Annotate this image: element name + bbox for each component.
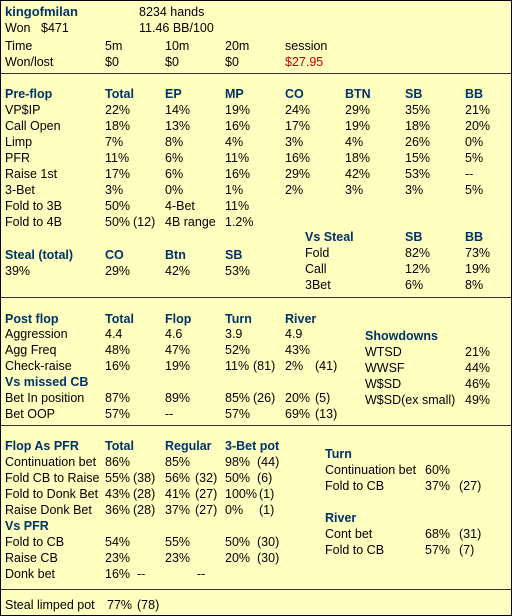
turn-fold-cb-label: Fold to CB [325,479,385,493]
cell-sample: (6) [257,471,273,485]
cell: 42% [345,167,371,181]
vs-steal-col-sb: SB [405,230,423,244]
checkraise-total: 16% [105,359,131,373]
cell: 0% [465,135,484,149]
cell: 21% [465,103,491,117]
period-10m: 10m [165,39,190,53]
preflop-col-co: CO [285,87,304,101]
bet-oop-turn: 57% [225,407,251,421]
fold-3b-label: Fold to 3B [5,199,62,213]
row-label: Continuation bet [5,455,97,469]
cell: 98% [225,455,251,469]
divider-header [1,73,511,74]
turn-cbet-label: Continuation bet [325,463,417,477]
cell-sample: (28) [133,503,156,517]
steal-co: 29% [105,264,131,278]
cell: 85% [165,455,191,469]
cell-sample: (32) [195,471,218,485]
bet-oop-label: Bet OOP [5,407,56,421]
cell: 3% [105,183,124,197]
aggfreq-total: 48% [105,343,131,357]
steal-btn: 42% [165,264,191,278]
hands-count: 8234 hands [139,5,205,19]
steal-col-btn: Btn [165,248,186,262]
bet-oop-flop: -- [165,407,174,421]
player-name: kingofmilan [5,4,78,19]
aggfreq-river: 43% [285,343,311,357]
cell: 0% [165,183,184,197]
period-20m: 20m [225,39,250,53]
bet-ip-river-sample: (5) [315,391,331,405]
postflop-col-flop: Flop [165,312,192,326]
checkraise-turn: 11% [225,359,250,373]
cell: 4% [225,135,244,149]
bb-per-100: 11.46 BB/100 [139,21,214,35]
vs-pfr-fold-cb-3bet: 50% [225,535,251,549]
vs-steal-call-bb: 19% [465,262,491,276]
cell: 5% [465,183,484,197]
cell: 55% [105,471,131,485]
wonlost-label: Won/lost [5,55,54,69]
vs-pfr-fold-cb-3bet-sample: (30) [257,535,280,549]
cell-sample: (27) [195,487,218,501]
wtsd-label: WTSD [365,345,402,359]
row-label: Limp [5,135,33,149]
steal-limped-sample: (78) [137,598,160,612]
row-label: Raise 1st [5,167,58,181]
wsd-ex-small-label: W$SD(ex small) [365,393,456,407]
cell: 43% [105,487,131,501]
fold-4b-sample: (12) [133,215,156,229]
vs-steal-3bet-bb: 8% [465,278,484,292]
aggression-river: 4.9 [285,327,303,341]
vs-pfr-raise-cb-regular: 23% [165,551,191,565]
bet-oop-total: 57% [105,407,131,421]
river-fold-cb-sample: (7) [459,543,475,557]
row-label: Fold to Donk Bet [5,487,99,501]
fourbet-value: 11% [225,199,250,213]
cell: 53% [405,167,431,181]
cell: 3% [285,135,304,149]
preflop-col-sb: SB [405,87,423,101]
won-label: Won [5,21,31,35]
vs-steal-3bet-sb: 6% [405,278,424,292]
checkraise-river: 2% [285,359,304,373]
cell: 37% [165,503,191,517]
wsd-label: W$SD [365,377,402,391]
aggfreq-turn: 52% [225,343,251,357]
cell: 29% [345,103,371,117]
wwsf-label: WWSF [365,361,405,375]
cell: 2% [285,183,304,197]
wonlost-session: $27.95 [285,55,324,69]
vs-steal-3bet-label: 3Bet [305,278,331,292]
turn-fold-cb-value: 37% [425,479,451,493]
bet-ip-total: 87% [105,391,131,405]
vs-pfr-donk-3bet: -- [197,567,206,581]
cell: 11% [105,151,130,165]
bet-oop-river: 69% [285,407,311,421]
cell: 19% [345,119,371,133]
divider-bottom [1,589,511,590]
cell: 3% [405,183,424,197]
cell: 6% [165,151,184,165]
cell: 17% [285,119,311,133]
preflop-col-mp: MP [225,87,244,101]
vs-pfr-raise-cb-label: Raise CB [5,551,58,565]
cell: 18% [405,119,431,133]
row-label: 3-Bet [5,183,35,197]
preflop-col-total: Total [105,87,134,101]
cell: 8% [165,135,184,149]
bet-ip-flop: 89% [165,391,191,405]
aggression-total: 4.4 [105,327,123,341]
cell: 22% [105,103,131,117]
steal-limped-label: Steal limped pot [5,598,95,612]
aggression-turn: 3.9 [225,327,243,341]
turn-cbet-value: 60% [425,463,451,477]
vs-steal-col-bb: BB [465,230,484,244]
divider-postflop [1,425,511,426]
vs-pfr-donk-label: Donk bet [5,567,56,581]
divider-preflop [1,297,511,298]
aggression-flop: 4.6 [165,327,183,341]
postflop-title: Post flop [5,312,59,326]
vs-steal-call-sb: 12% [405,262,431,276]
river-cbet-value: 68% [425,527,451,541]
row-label: Call Open [5,119,61,133]
cell: 20% [465,119,491,133]
cell: -- [465,167,474,181]
cell-sample: (44) [257,455,280,469]
steal-total: 39% [5,264,31,278]
cell-sample: (28) [133,487,156,501]
river-cbet-label: Cont bet [325,527,373,541]
wtsd-value: 21% [465,345,491,359]
cell: 13% [165,119,191,133]
checkraise-flop: 19% [165,359,191,373]
cell-sample: (1) [259,503,275,517]
row-label: VP$IP [5,103,41,117]
fold-4b-label: Fold to 4B [5,215,62,229]
postflop-col-turn: Turn [225,312,252,326]
river-cbet-sample: (31) [459,527,482,541]
fold-3b-total: 50% [105,199,131,213]
checkraise-label: Check-raise [5,359,72,373]
aggfreq-flop: 47% [165,343,191,357]
cell-sample: (1) [259,487,275,501]
wwsf-value: 44% [465,361,491,375]
vs-steal-call-label: Call [305,262,327,276]
checkraise-turn-sample: (81) [253,359,276,373]
cell: 1% [225,183,244,197]
cell: 4% [345,135,364,149]
missed-cb-title: Vs missed CB [5,375,89,389]
preflop-col-btn: BTN [345,87,371,101]
wsd-value: 46% [465,377,491,391]
cell: 19% [225,103,251,117]
cell: 18% [345,151,371,165]
won-value: $471 [41,21,69,35]
fourbet-range-label: 4B range [165,215,216,229]
cell-sample: (27) [195,503,218,517]
vs-pfr-fold-cb-label: Fold to CB [5,535,65,549]
cell: 14% [165,103,191,117]
cell: 100% [225,487,257,501]
row-label: Fold CB to Raise [5,471,100,485]
vs-pfr-fold-cb-regular: 55% [165,535,191,549]
wonlost-5m: $0 [105,55,119,69]
fourbet-label: 4-Bet [165,199,195,213]
aggression-label: Aggression [5,327,68,341]
cell: 36% [105,503,131,517]
vs-pfr-title: Vs PFR [5,519,49,533]
period-session: session [285,39,328,53]
bet-oop-river-sample: (13) [315,407,338,421]
cell: 16% [225,167,251,181]
row-label: PFR [5,151,30,165]
steal-col-co: CO [105,248,124,262]
aggfreq-label: Agg Freq [5,343,57,357]
bet-ip-turn: 85% [225,391,251,405]
period-5m: 5m [105,39,123,53]
river-fold-cb-label: Fold to CB [325,543,385,557]
cell: 3% [345,183,364,197]
wsd-ex-small-value: 49% [465,393,491,407]
vs-pfr-donk-total: 16% [105,567,131,581]
wonlost-20m: $0 [225,55,239,69]
steal-col-sb: SB [225,248,243,262]
cell: 86% [105,455,131,469]
cell: 16% [225,119,251,133]
cell: 50% [225,471,251,485]
vs-steal-fold-sb: 82% [405,246,431,260]
turn-title: Turn [325,447,352,461]
cell-sample: (38) [133,471,156,485]
checkraise-river-sample: (41) [315,359,338,373]
preflop-col-ep: EP [165,87,182,101]
flop-pfr-col-3bet: 3-Bet pot [225,439,280,453]
cell: 7% [105,135,124,149]
bet-ip-label: Bet In position [5,391,85,405]
bet-ip-turn-sample: (26) [253,391,276,405]
cell: 41% [165,487,191,501]
flop-pfr-col-total: Total [105,439,134,453]
wonlost-10m: $0 [165,55,179,69]
row-label: Raise Donk Bet [5,503,92,517]
preflop-col-bb: BB [465,87,484,101]
time-label: Time [5,39,33,53]
vs-steal-fold-bb: 73% [465,246,491,260]
steal-sb: 53% [225,264,251,278]
vs-pfr-fold-cb-total: 54% [105,535,131,549]
cell: 18% [105,119,131,133]
steal-title: Steal (total) [5,248,74,262]
cell: 6% [165,167,184,181]
postflop-col-river: River [285,312,317,326]
river-fold-cb-value: 57% [425,543,451,557]
fourbet-range-value: 1.2% [225,215,254,229]
vs-pfr-donk-regular: -- [137,567,146,581]
river-title: River [325,511,357,525]
cell: 15% [405,151,431,165]
showdowns-title: Showdowns [365,329,438,343]
vs-pfr-raise-cb-total: 23% [105,551,131,565]
flop-pfr-title: Flop As PFR [5,439,79,453]
turn-fold-cb-sample: (27) [459,479,482,493]
bet-ip-river: 20% [285,391,311,405]
cell: 16% [285,151,311,165]
cell: 56% [165,471,191,485]
cell: 26% [405,135,431,149]
vs-pfr-raise-cb-3bet-sample: (30) [257,551,280,565]
steal-limped-value: 77% [107,598,133,612]
vs-pfr-raise-cb-3bet: 20% [225,551,251,565]
cell: 0% [225,503,244,517]
cell: 35% [405,103,431,117]
cell: 5% [465,151,484,165]
vs-steal-fold-label: Fold [305,246,330,260]
fold-4b-total: 50% [105,215,131,229]
cell: 11% [225,151,250,165]
postflop-col-total: Total [105,312,134,326]
preflop-title: Pre-flop [5,87,53,101]
cell: 24% [285,103,311,117]
cell: 17% [105,167,131,181]
vs-steal-title: Vs Steal [305,230,354,244]
cell: 29% [285,167,311,181]
flop-pfr-col-regular: Regular [165,439,212,453]
